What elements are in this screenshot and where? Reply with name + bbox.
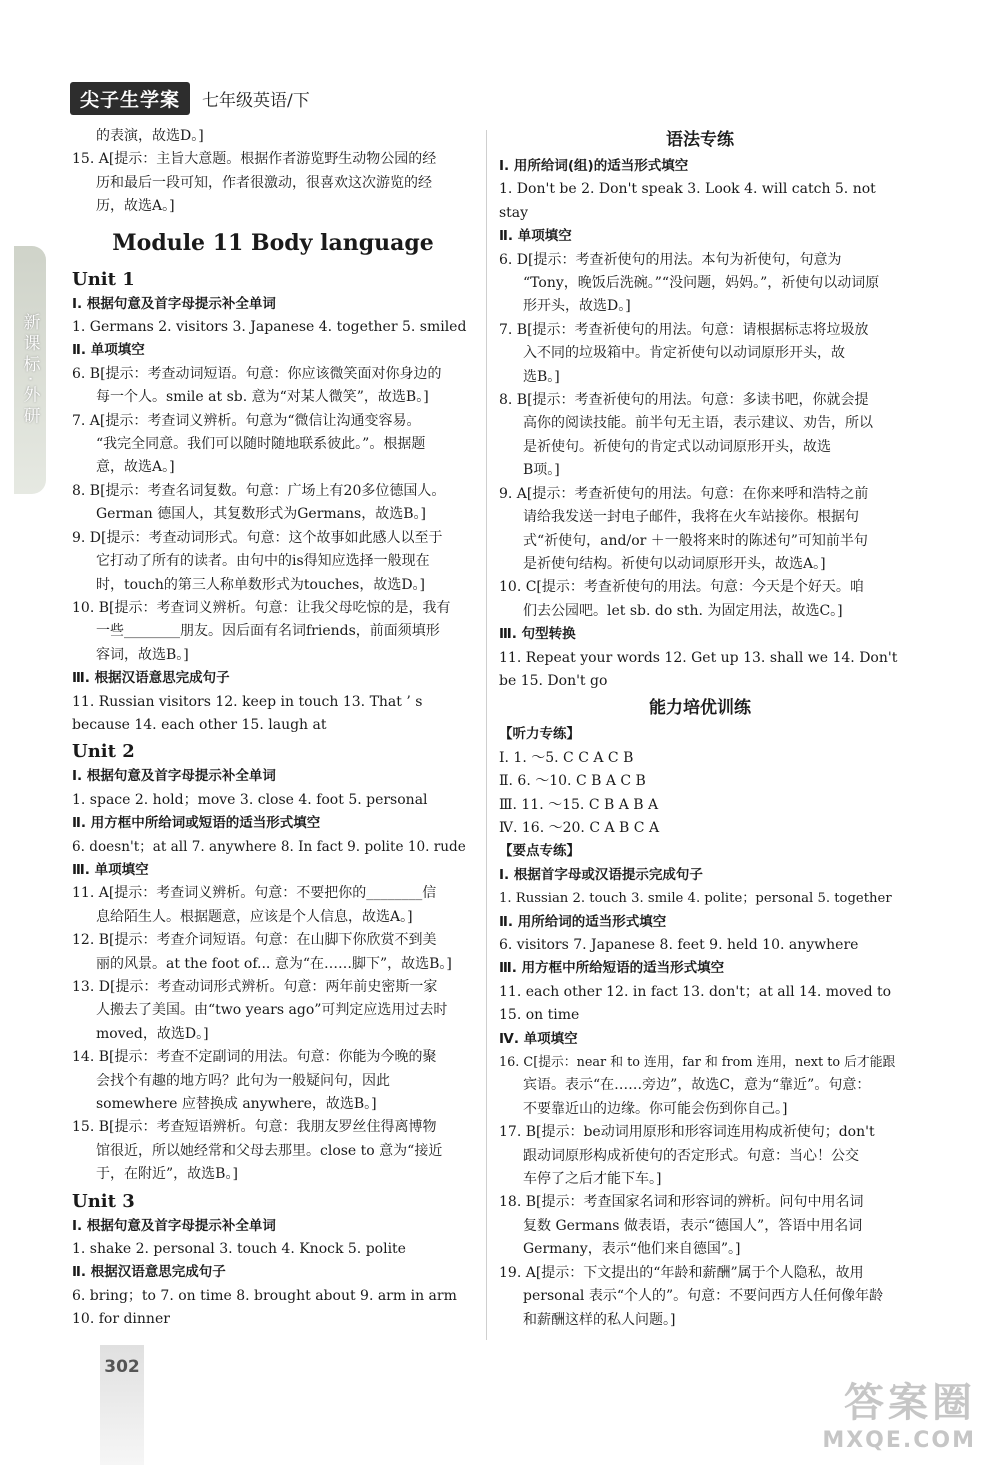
section-heading: Ⅱ. 用方框中所给词或短语的适当形式填空 (72, 815, 321, 832)
answer-line: 1. Russian 2. touch 3. smile 4. polite；personal 5. together (499, 891, 892, 907)
answer-line: Germany，表示“他们来自德国”。] (523, 1241, 741, 1258)
side-tab (14, 246, 46, 494)
answer-line: 8. B[提示：考查祈使句的用法。句意：多读书吧，你就会提 (499, 392, 869, 409)
section-heading: Ⅰ. 根据首字母或汉语提示完成句子 (499, 866, 703, 883)
practice-title: 语法专练 (666, 130, 734, 150)
answer-line: 们去公园吧。let sb. do sth. 为固定用法，故选C。] (523, 602, 843, 619)
answer-line: 的表演，故选D。] (96, 128, 204, 144)
section-heading: Ⅲ. 句型转换 (499, 626, 576, 643)
answer-line: 11. A[提示：考查词义辨析。句意：不要把你的________信 (72, 885, 437, 902)
answer-line: 人搬去了美国。由“two years ago”可判定应选用过去时 (96, 1002, 448, 1019)
answer-line: 12. B[提示：考查介词短语。句意：在山脚下你欣赏不到美 (72, 932, 437, 949)
answer-line: 形开头，故选D。] (523, 298, 631, 315)
module-title: Module 11 Body language (112, 229, 434, 256)
answer-line: 复数 Germans 做表语，表示“德国人”，答语中用名词 (523, 1217, 863, 1234)
answer-line: 16. C[提示：near 和 to 连用，far 和 from 连用，next to 后才能跟 (499, 1055, 896, 1071)
answer-line: 车停了之后才能下车。] (523, 1171, 662, 1188)
section-heading: Ⅰ. 用所给词(组)的适当形式填空 (499, 158, 689, 174)
answer-line: German 德国人，其复数形式为Germans，故选B。] (96, 506, 426, 523)
answer-line: 6. doesn't；at all 7. anywhere 8. In fact 9. polite 10. rude (72, 838, 466, 855)
section-heading: Ⅰ. 根据句意及首字母提示补全单词 (72, 1217, 276, 1234)
answer-line: be 15. Don't go (499, 672, 608, 689)
answer-line: Ⅲ. 11. ～15. C B A B A (499, 796, 659, 813)
answer-line: 一些________朋友。因后面有名词friends，前面须填形 (96, 623, 440, 640)
answer-line: 10. C[提示：考查祈使句的用法。句意：今天是个好天。咱 (499, 579, 864, 596)
answer-line: 11. Russian visitors 12. keep in touch 13. That ’ s (72, 693, 423, 710)
answer-line: B项。] (523, 462, 560, 479)
answer-line: 是祈使句。祈使句的肯定式以动词原形开头，故选 (523, 438, 831, 455)
answer-line: 它打动了所有的读者。由句中的is得知应选择一般现在 (96, 553, 430, 570)
section-heading: Ⅱ. 单项填空 (499, 228, 572, 245)
answer-line: 14. B[提示：考查不定副词的用法。句意：你能为今晚的聚 (72, 1049, 437, 1066)
section-heading: Ⅳ. 单项填空 (499, 1030, 578, 1047)
watermark-url: MXQE.COM (822, 1428, 976, 1453)
answer-line: stay (499, 204, 529, 221)
section-heading: Ⅱ. 根据汉语意思完成句子 (72, 1264, 226, 1281)
page-number-tab (100, 1345, 144, 1465)
unit-heading: Unit 1 (72, 268, 135, 290)
answer-line: 历，故选A。] (96, 198, 175, 215)
answer-line: 6. bring；to 7. on time 8. brought about 9. arm in arm (72, 1287, 457, 1304)
answer-line: because 14. each other 15. laugh at (72, 716, 327, 733)
answer-line: 10. B[提示：考查词义辨析。句意：让我父母吃惊的是，我有 (72, 599, 451, 616)
answer-line: 11. Repeat your words 12. Get up 13. shall we 14. Don't (499, 649, 898, 666)
watermark (822, 1371, 976, 1453)
answer-line: somewhere 应替换成 anywhere，故选B。] (96, 1096, 377, 1113)
answer-line: 1. shake 2. personal 3. touch 4. Knock 5. polite (72, 1241, 406, 1258)
watermark-logo-text: 答案圈 (844, 1380, 976, 1426)
answer-line: 会找个有趣的地方吗？此句为一般疑问句，因此 (96, 1072, 390, 1089)
book-title: 七年级英语/下 (202, 90, 310, 111)
unit-heading: Unit 2 (72, 741, 135, 763)
answer-line: 容词，故选B。] (96, 646, 189, 663)
answer-line: Ⅰ. 1. ～5. C C A C B (499, 749, 634, 766)
answer-line: 高你的阅读技能。前半句无主语，表示建议、劝告，所以 (523, 415, 873, 432)
side-tab-label: 新课标·外研 (19, 312, 40, 428)
answer-line: 11. each other 12. in fact 13. don't；at all 14. moved to (499, 983, 892, 1000)
answer-line: 15. A[提示：主旨大意题。根据作者游览野生动物公园的经 (72, 151, 437, 168)
brand-label: 尖子生学案 (70, 82, 190, 115)
answer-line: 宾语。表示“在……旁边”，故选C，意为“靠近”。句意： (523, 1077, 871, 1094)
answer-line: Ⅱ. 6. ～10. C B A C B (499, 773, 646, 790)
answer-line: 6. D[提示：考查祈使句的用法。本句为祈使句，句意为 (499, 251, 842, 268)
section-heading: Ⅲ. 根据汉语意思完成句子 (72, 670, 230, 687)
section-heading: Ⅲ. 单项填空 (72, 861, 149, 878)
answer-line: 选B。] (523, 368, 560, 385)
answer-line: 历和最后一段可知，作者很激动，很喜欢这次游览的经 (96, 174, 432, 191)
answer-line: 于，在附近”，故选B。] (96, 1166, 238, 1183)
section-heading: Ⅲ. 用方框中所给短语的适当形式填空 (499, 960, 725, 977)
answer-line: 9. D[提示：考查动词形式。句意：这个故事如此感人以至于 (72, 529, 443, 546)
answer-line: 和薪酬这样的私人问题。] (523, 1311, 676, 1328)
section-heading: 【听力专练】 (499, 726, 580, 743)
answer-line: “Tony，晚饭后洗碗。”“没问题，妈妈。”，祈使句以动词原 (523, 275, 880, 292)
answer-line: 每一个人。smile at sb. 意为“对某人微笑”，故选B。] (96, 389, 429, 406)
answer-line: 6. visitors 7. Japanese 8. feet 9. held 10. anywhere (499, 937, 859, 953)
section-heading: Ⅰ. 根据句意及首字母提示补全单词 (72, 768, 276, 785)
answer-line: 意，故选A。] (96, 459, 175, 476)
answer-line: 入不同的垃圾箱中。肯定祈使句以动词原形开头，故 (523, 345, 845, 362)
answer-line: 9. A[提示：考查祈使句的用法。句意：在你来呼和浩特之前 (499, 485, 869, 502)
answer-line: 1. space 2. hold；move 3. close 4. foot 5. personal (72, 791, 428, 808)
answer-line: personal 表示“个人的”。句意：不要问西方人任何像年龄 (523, 1288, 884, 1305)
answer-line: 6. B[提示：考查动词短语。句意：你应该微笑面对你身边的 (72, 365, 442, 382)
column-divider (486, 130, 487, 1340)
answer-line: 8. B[提示：考查名词复数。句意：广场上有20多位德国人。 (72, 482, 446, 499)
section-heading: Ⅰ. 根据句意及首字母提示补全单词 (72, 295, 276, 312)
answer-line: 15. B[提示：考查短语辨析。句意：我朋友罗丝住得离博物 (72, 1119, 437, 1136)
answer-line: 请给我发送一封电子邮件，我将在火车站接你。根据句 (523, 509, 859, 526)
answer-line: 10. for dinner (72, 1311, 170, 1328)
answer-line: 19. A[提示：下文提出的“年龄和薪酬”属于个人隐私，故用 (499, 1264, 864, 1281)
answer-line: 17. B[提示：be动词用原形和形容词连用构成祈使句；don't (499, 1124, 875, 1141)
answer-line: 1. Germans 2. visitors 3. Japanese 4. together 5. smiled (72, 319, 467, 336)
answer-line: 跟动词原形构成祈使句的否定形式。句意：当心！公交 (523, 1147, 859, 1164)
answer-line: 式“祈使句，and/or ＋一般将来时的陈述句”可知前半句 (523, 532, 868, 549)
page-header (70, 82, 310, 114)
page-number: 302 (104, 1357, 140, 1377)
answer-line: 7. B[提示：考查祈使句的用法。句意：请根据标志将垃圾放 (499, 321, 869, 338)
practice-title: 能力培优训练 (649, 698, 751, 719)
section-heading: Ⅱ. 用所给词的适当形式填空 (499, 913, 667, 930)
right-column (499, 125, 901, 1332)
answer-line: 13. D[提示：考查动词形式辨析。句意：两年前史密斯一家 (72, 979, 438, 995)
section-heading: Ⅱ. 单项填空 (72, 342, 145, 359)
answer-line: 15. on time (499, 1007, 580, 1024)
answer-line: 7. A[提示：考查词义辨析。句意为“微信让沟通变容易。 (72, 412, 421, 429)
answer-line: 馆很近，所以她经常和父母去那里。close to 意为“接近 (96, 1142, 443, 1159)
answer-line: 18. B[提示：考查国家名词和形容词的辨析。问句中用名词 (499, 1194, 864, 1211)
answer-line: 丽的风景。at the foot of... 意为“在……脚下”，故选B。] (96, 955, 452, 972)
answer-line: moved，故选D。] (96, 1025, 209, 1042)
answer-line: Ⅳ. 16. ～20. C A B C A (499, 819, 660, 836)
answer-line: 不要靠近山的边缘。你可能会伤到你自己。] (523, 1100, 788, 1117)
answer-line: 1. Don't be 2. Don't speak 3. Look 4. will catch 5. not (499, 181, 876, 198)
answer-line: 是祈使句结构。祈使句以动词原形开头，故选A。] (523, 555, 826, 572)
unit-heading: Unit 3 (72, 1190, 135, 1212)
left-column (72, 125, 474, 1332)
answer-line: 息给陌生人。根据题意，应该是个人信息，故选A。] (96, 908, 413, 925)
section-heading: 【要点专练】 (499, 843, 580, 860)
answer-line: “我完全同意。我们可以随时随地联系彼此。”。根据题 (96, 436, 426, 453)
answer-line: 时，touch的第三人称单数形式为touches，故选D。] (96, 576, 426, 593)
